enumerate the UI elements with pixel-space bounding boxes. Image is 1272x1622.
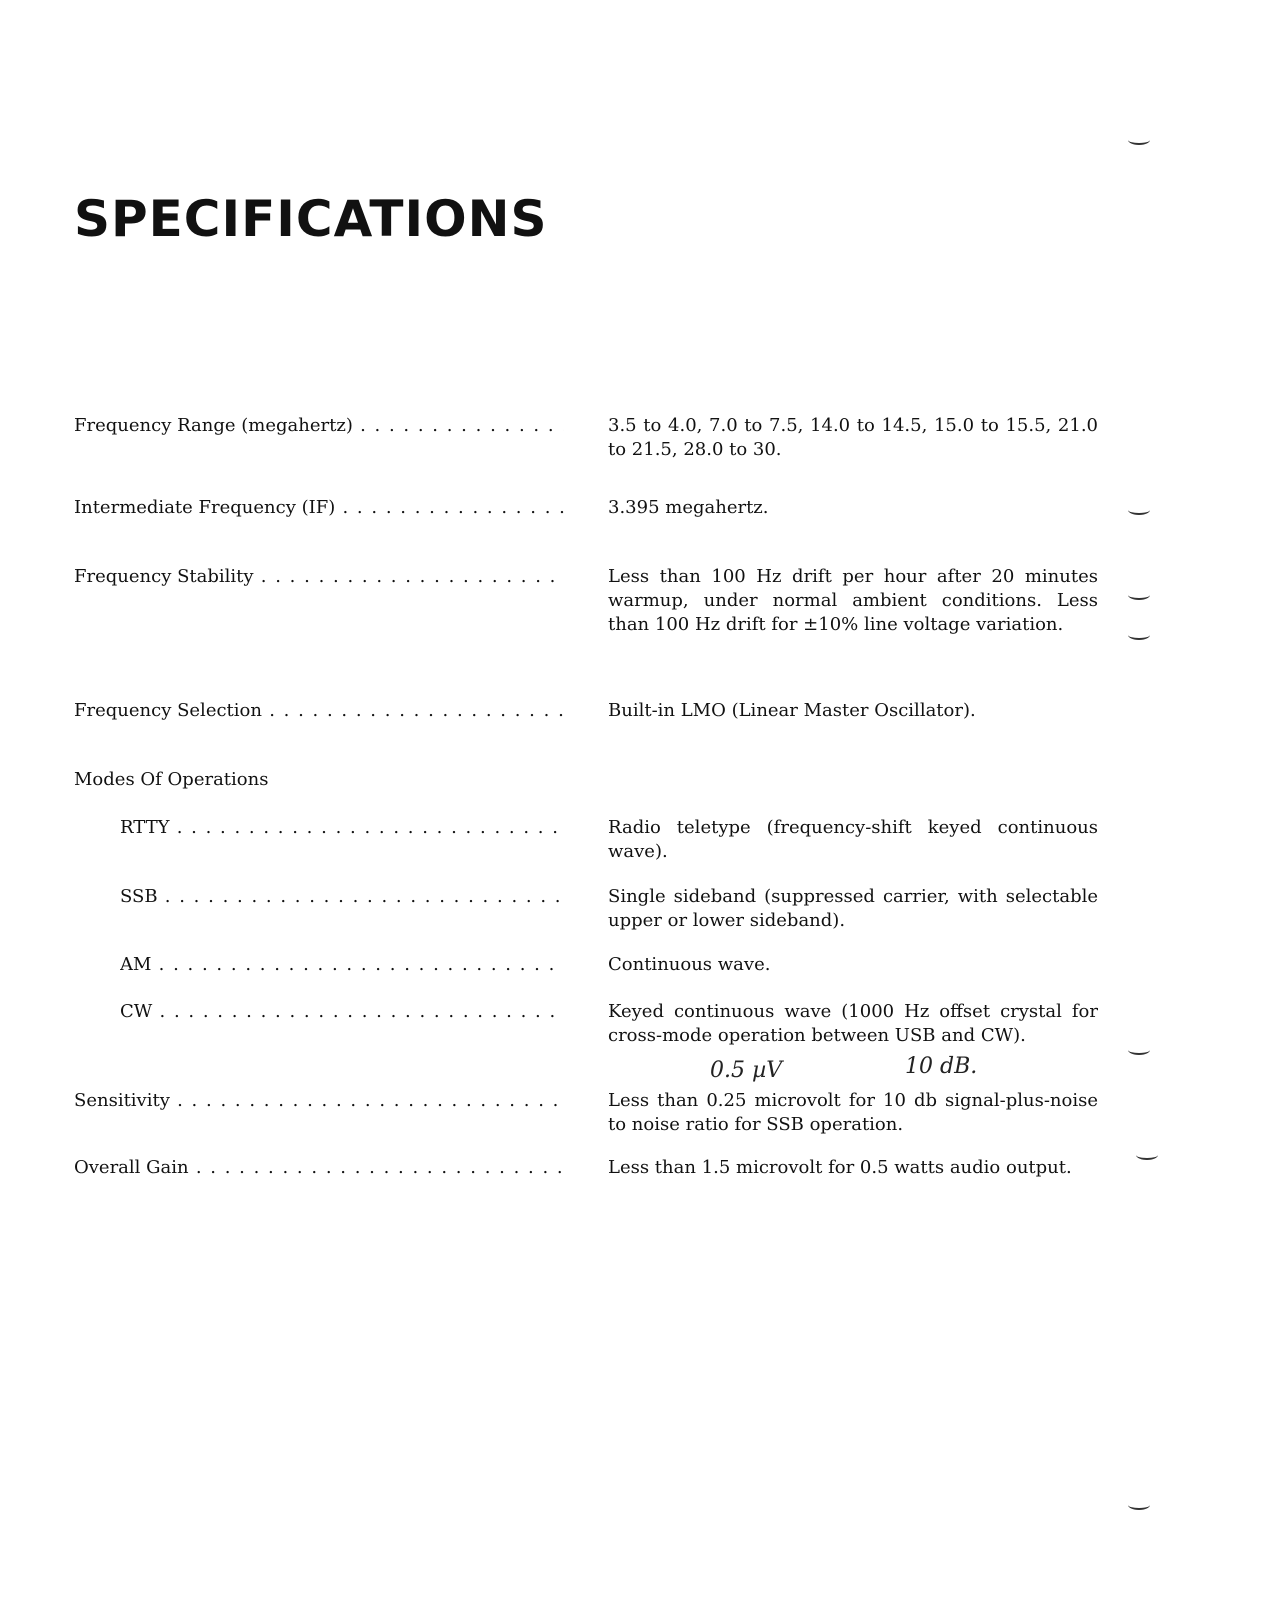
spec-label: Overall Gain: [74, 1157, 189, 1178]
scan-mark: [1128, 505, 1150, 515]
modes-heading: Modes Of Operations: [74, 769, 269, 790]
spec-label: Frequency Range (megahertz): [74, 415, 353, 436]
mode-value: Single sideband (suppressed carrier, with selectable upper or lower sideband).: [608, 886, 1098, 931]
page-title: SPECIFICATIONS: [74, 190, 548, 248]
spec-label: Sensitivity: [74, 1090, 170, 1111]
dot-leader: [254, 566, 564, 587]
spec-value: Less than 100 Hz drift per hour after 20 minutes warmup, under normal ambient conditions. Less than 100 Hz drift for ±10% line voltage variation.: [608, 566, 1098, 635]
spec-value: 3.395 megahertz.: [608, 497, 769, 518]
handwritten-note: 10 dB.: [905, 1054, 978, 1079]
mode-label: CW: [120, 1001, 153, 1022]
scan-mark: [1128, 590, 1150, 600]
scan-mark: [1128, 630, 1150, 640]
mode-label: AM: [120, 954, 152, 975]
spec-label: Frequency Selection: [74, 700, 262, 721]
scan-mark: [1128, 135, 1150, 145]
dot-leader: [169, 817, 564, 838]
mode-label: SSB: [120, 886, 158, 907]
spec-label: Frequency Stability: [74, 566, 254, 587]
dot-leader: [189, 1157, 564, 1178]
spec-value: Less than 0.25 microvolt for 10 db signal-plus-noise to noise ratio for SSB operation.: [608, 1090, 1098, 1135]
mode-label: RTTY: [120, 817, 170, 838]
scan-mark: [1128, 1045, 1150, 1055]
dot-leader: [170, 1090, 564, 1111]
dot-leader: [262, 700, 564, 721]
mode-value: Continuous wave.: [608, 954, 771, 975]
dot-leader: [353, 415, 564, 436]
mode-value: Radio teletype (frequency-shift keyed continuous wave).: [608, 817, 1098, 862]
handwritten-note: 0.5 µV: [710, 1058, 783, 1083]
dot-leader: [158, 886, 564, 907]
dot-leader: [152, 1001, 564, 1022]
dot-leader: [335, 497, 564, 518]
mode-value: Keyed continuous wave (1000 Hz offset crystal for cross-mode operation between USB and CW).: [608, 1001, 1098, 1046]
scan-mark: [1128, 1500, 1150, 1510]
spec-value: 3.5 to 4.0, 7.0 to 7.5, 14.0 to 14.5, 15.0 to 15.5, 21.0 to 21.5, 28.0 to 30.: [608, 415, 1098, 460]
dot-leader: [151, 954, 564, 975]
spec-value: Less than 1.5 microvolt for 0.5 watts audio output.: [608, 1157, 1072, 1178]
spec-label: Intermediate Frequency (IF): [74, 497, 336, 518]
scan-mark: [1136, 1150, 1158, 1160]
spec-value: Built-in LMO (Linear Master Oscillator).: [608, 700, 976, 721]
